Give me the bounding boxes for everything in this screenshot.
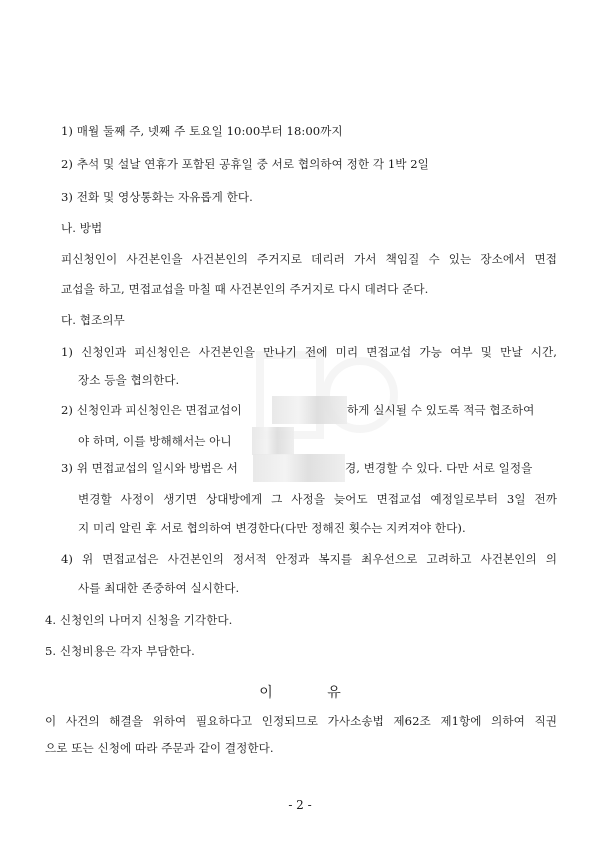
method-text-line-1: 피신청인이 사건본인을 사건본인의 주거지로 데리러 가서 책임질 수 있는 장소에서 면접 [61, 252, 557, 266]
reason-heading-char-1: 이 [259, 685, 273, 701]
reason-heading-char-2: 유 [327, 685, 341, 701]
ruling-item-5: 5. 신청비용은 각자 부담한다. [45, 644, 195, 658]
cooperation-item-3-line-3: 지 미리 알린 후 서로 협의하여 변경한다(다만 정해진 횟수는 지켜져야 한다). [78, 521, 466, 535]
cooperation-item-3-line-1-end: 경, 변경할 수 있다. 다만 서로 일정을 [345, 461, 533, 475]
cooperation-item-2-line-1-start: 2) 신청인과 피신청인은 면접교섭이 [61, 403, 242, 417]
ruling-item-4: 4. 신청인의 나머지 신청을 기각한다. [45, 613, 233, 627]
reason-text-line-2: 으로 또는 신청에 따라 주문과 같이 결정한다. [45, 741, 274, 755]
reason-heading [0, 684, 600, 702]
reason-text-line-1: 이 사건의 해결을 위하여 필요하다고 인정되므로 가사소송법 제62조 제1항에 의하여 직권 [45, 714, 557, 728]
visit-schedule-item-2: 2) 추석 및 설날 연휴가 포함된 공휴일 중 서로 협의하여 정한 각 1박 2일 [61, 157, 429, 171]
redaction-block [252, 427, 294, 455]
cooperation-item-1-line-1: 1) 신청인과 피신청인은 사건본인을 만나기 전에 미리 면접교섭 가능 여부 및 만날 시간, [61, 345, 557, 359]
cooperation-item-3-line-2: 변경할 사정이 생기면 상대방에게 그 사정을 늦어도 면접교섭 예정일로부터 3일 전까 [78, 492, 557, 506]
method-text-line-2: 교섭을 하고, 면접교섭을 마칠 때 사건본인의 주거지로 다시 데려다 준다. [61, 282, 429, 296]
cooperation-item-4-line-2: 사를 최대한 존중하여 실시한다. [78, 581, 240, 595]
cooperation-item-1-line-2: 장소 등을 협의한다. [78, 373, 180, 387]
redaction-block [253, 454, 345, 482]
visit-schedule-item-1: 1) 매월 둘째 주, 넷째 주 토요일 10:00부터 18:00까지 [61, 124, 343, 138]
page-number: - 2 - [288, 798, 312, 812]
cooperation-item-2-line-2: 야 하며, 이를 방해해서는 아니 [78, 434, 232, 448]
cooperation-item-2-line-1-end: 하게 실시될 수 있도록 적극 협조하여 [347, 403, 535, 417]
redaction-block [272, 396, 347, 424]
section-method-heading: 나. 방법 [61, 221, 103, 235]
cooperation-item-3-line-1-start: 3) 위 면접교섭의 일시와 방법은 서 [61, 461, 238, 475]
visit-schedule-item-3: 3) 전화 및 영상통화는 자유롭게 한다. [61, 190, 253, 204]
section-cooperation-heading: 다. 협조의무 [61, 313, 125, 327]
cooperation-item-4-line-1: 4) 위 면접교섭은 사건본인의 정서적 안정과 복지를 최우선으로 고려하고 사건본인의 의 [61, 552, 557, 566]
